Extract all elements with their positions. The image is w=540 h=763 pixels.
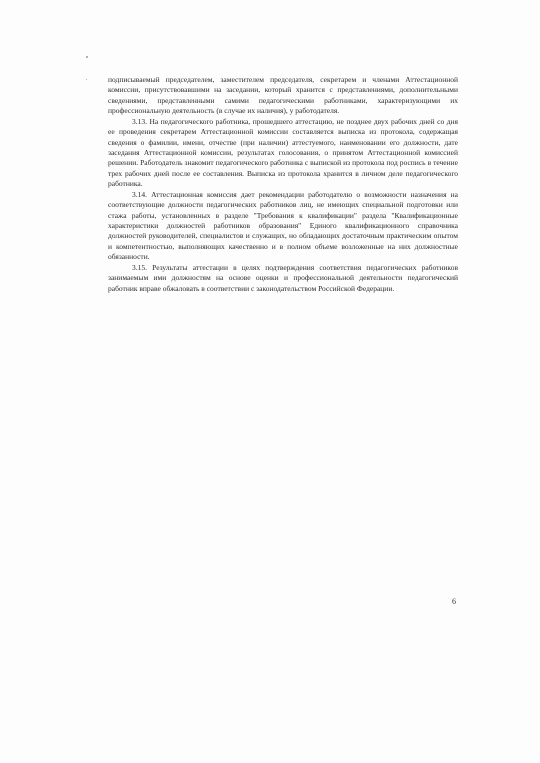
document-body xyxy=(108,75,458,295)
paragraph-3-14: 3.14. Аттестационная комиссия дает рекомендации работодателю о возможности назначения на соответствующие должности педагогических работников лиц, не имеющих специальной подготовки или стажа работы, установленных в разделе "Требования к квалификации" раздела "Квалификационные характеристики должностей работников образования" Единого квалификационного справочника должностей руководителей, специалистов и служащих, но обладающих достаточным практическим опытом и компетентностью, выполняющих качественно и в полном объеме возложенные на них должностные обязанности. xyxy=(108,189,458,262)
paragraph-3-13: 3.13. На педагогического работника, прошедшего аттестацию, не позднее двух рабочих дней со дня ее проведения секретарем Аттестационной комиссии составляется выписка из протокола, содержащая сведения о фамилии, имени, отчестве (при наличии) аттестуемого, наименовании его должности, дате заседания Аттестационной комиссии, результатах голосования, о принятом Аттестационной комиссией решении. Работодатель знакомит педагогического работника с выпиской из протокола под роспись в течение трех рабочих дней после ее составления. Выписка из протокола хранится в личном деле педагогического работника. xyxy=(108,116,458,189)
scan-speck xyxy=(86,79,87,80)
page-number: 6 xyxy=(452,597,456,606)
scan-speck xyxy=(86,56,88,58)
paragraph-continuation: подписываемый председателем, заместителем председателя, секретарем и членами Аттестационной комиссии, присутствовавшими на заседании, который хранится с представлениями, дополнительными сведениями, представленными самими педагогическими работниками, характеризующими их профессиональную деятельность (в случае их наличия), у работодателя. xyxy=(108,75,458,116)
paragraph-3-15: 3.15. Результаты аттестации в целях подтверждения соответствия педагогических работников занимаемым ими должностям на основе оценки и профессиональной деятельности педагогический работник вправе обжаловать в соответствии с законодательством Российской Федерации. xyxy=(108,262,458,293)
